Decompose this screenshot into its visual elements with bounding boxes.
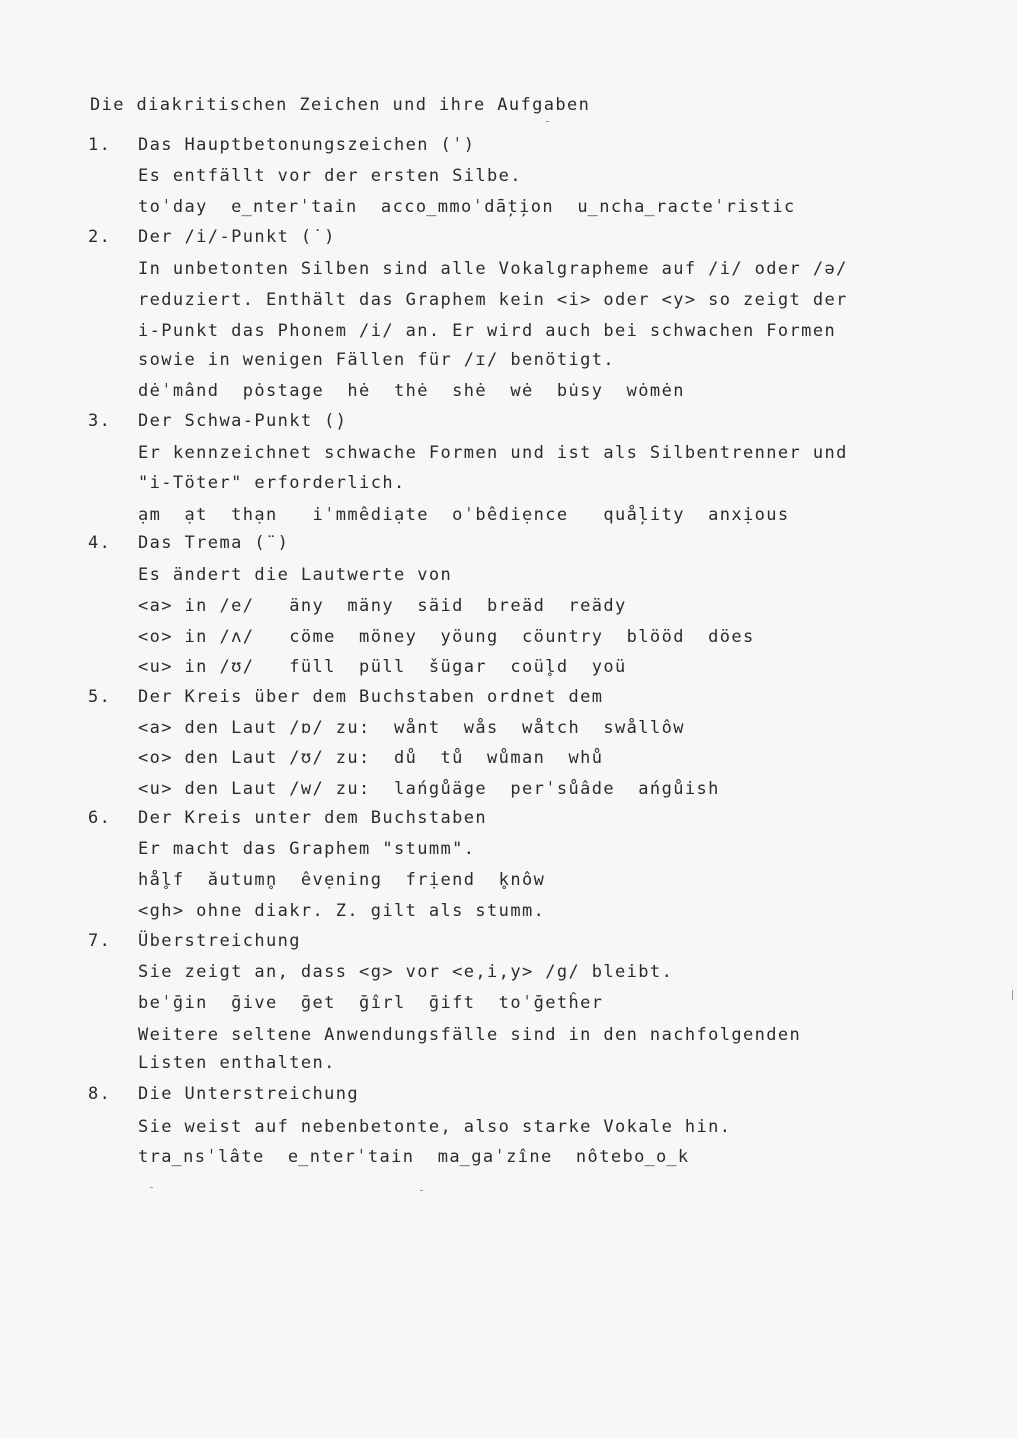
- page-title: Die diakritischen Zeichen und ihre Aufgaben: [90, 95, 591, 115]
- section-7-line: Weitere seltene Anwendungsfälle sind in den nachfolgenden: [138, 1025, 802, 1045]
- section-3-line: "i-Töter" erforderlich.: [138, 473, 406, 493]
- section-4-line: Es ändert die Lautwerte von: [138, 565, 453, 585]
- section-5-line: <o> den Laut /ʊ/ zu: dů tů wůman whů: [138, 748, 604, 768]
- paper-speck: [1012, 990, 1013, 1000]
- section-8-line: tra̲nsˈlâte e̲nterˈtain ma̲gaˈzîne nôtebo̲o̲k: [138, 1147, 690, 1167]
- section-2-line: dėˈmând pȯstage hė thė shė wė bu̇sy wȯmėn: [138, 381, 685, 401]
- section-2-line: sowie in wenigen Fällen für /ɪ/ benötigt.: [138, 350, 616, 370]
- section-8-heading: Die Unterstreichung: [138, 1084, 360, 1104]
- section-7-line: beˈḡin ḡive ḡet ḡîrl ḡift toˈḡetĥer: [138, 993, 604, 1013]
- section-4-line: <o> in /ʌ/ cöme möney yöung cöuntry blööd döes: [138, 627, 755, 647]
- section-3-heading: Der Schwa-Punkt (̣): [138, 411, 348, 431]
- section-7-number: 7.: [88, 931, 112, 951]
- section-5-line: <a> den Laut /ɒ/ zu: wånt wås wåtch swållôw: [138, 718, 685, 738]
- section-4-line: <a> in /e/ äny mäny säid breäd reädy: [138, 596, 627, 616]
- section-6-line: hål̥f ăutumn̥ êvẹning frịend k̥nôw: [138, 870, 546, 890]
- section-4-number: 4.: [88, 533, 112, 553]
- section-5-heading: Der Kreis über dem Buchstaben ordnet dem: [138, 687, 604, 707]
- section-2-number: 2.: [88, 227, 112, 247]
- section-6-number: 6.: [88, 808, 112, 828]
- section-6-line: Er macht das Graphem "stumm".: [138, 839, 476, 859]
- section-8-number: 8.: [88, 1084, 112, 1104]
- section-7-line: Sie zeigt an, dass <g> vor <e,i,y> /g/ bleibt.: [138, 962, 674, 982]
- section-5-line: <u> den Laut /w/ zu: lańgůäge perˈsůâde ańgůish: [138, 779, 720, 799]
- paper-speck: [150, 1187, 153, 1188]
- section-7-heading: Überstreichung: [138, 931, 301, 951]
- section-1-number: 1.: [88, 135, 112, 155]
- section-4-heading: Das Trema (¨): [138, 533, 290, 553]
- section-2-line: reduziert. Enthält das Graphem kein <i> oder <y> so zeigt der: [138, 290, 848, 310]
- section-6-heading: Der Kreis unter dem Buchstaben: [138, 808, 488, 828]
- section-1-heading: Das Hauptbetonungszeichen (ˈ): [138, 135, 476, 155]
- section-2-line: i-Punkt das Phonem /i/ an. Er wird auch bei schwachen Formen: [138, 321, 837, 341]
- section-4-line: <u> in /ʊ/ füll püll šügar coül̥d yoü: [138, 657, 627, 677]
- paper-speck: [546, 121, 549, 122]
- section-2-heading: Der /i/-Punkt (˙): [138, 227, 336, 247]
- section-3-line: Er kennzeichnet schwache Formen und ist als Silbentrenner und: [138, 443, 848, 463]
- paper-speck: [420, 1190, 423, 1191]
- section-3-line: ạm ạt thạn iˈmmêdiạte oˈbêdiẹnce quål̦ity anxịous: [138, 505, 790, 525]
- section-1-line: toˈday e̲nterˈtain acco̲mmoˈdā̦ti̦on u̲ncha̲racteˈristic: [138, 197, 796, 217]
- section-7-line: Listen enthalten.: [138, 1053, 336, 1073]
- section-8-line: Sie weist auf nebenbetonte, also starke Vokale hin.: [138, 1117, 732, 1137]
- section-2-line: In unbetonten Silben sind alle Vokalgrapheme auf /i/ oder /ə/: [138, 259, 848, 279]
- section-3-number: 3.: [88, 411, 112, 431]
- section-6-line: <gh> ohne diakr. Z. gilt als stumm.: [138, 901, 546, 921]
- section-5-number: 5.: [88, 687, 112, 707]
- section-1-line: Es entfällt vor der ersten Silbe.: [138, 166, 522, 186]
